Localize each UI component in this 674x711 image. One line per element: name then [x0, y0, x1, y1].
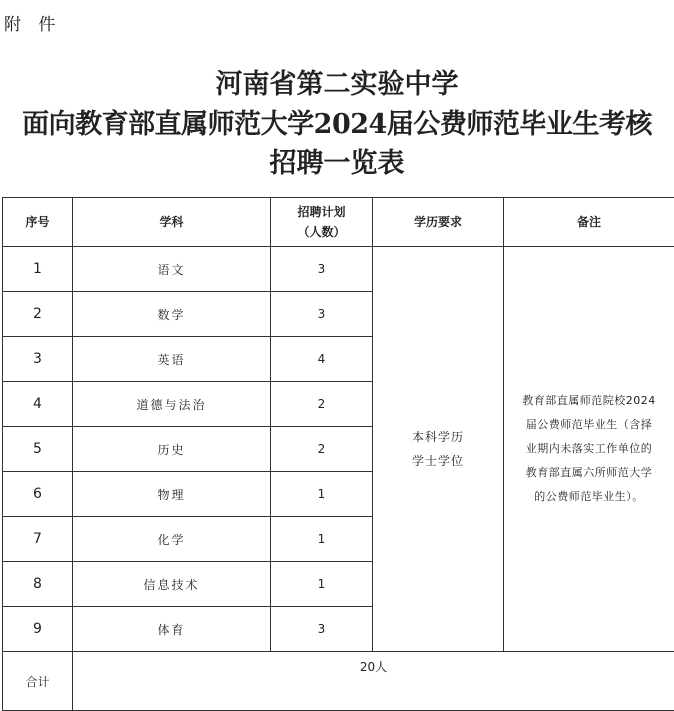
education-requirement: [373, 247, 504, 652]
row-subject: 化学: [73, 517, 271, 562]
row-index: 1: [3, 247, 73, 292]
header-plan: [271, 198, 373, 247]
row-count: 2: [271, 382, 373, 427]
row-subject: 体育: [73, 607, 271, 652]
row-index: 6: [3, 472, 73, 517]
attachment-label: 附 件: [4, 10, 61, 35]
row-index: 7: [3, 517, 73, 562]
remarks-line-5: 的公费师范毕业生）。: [510, 485, 668, 509]
row-count: 3: [271, 607, 373, 652]
header-plan-line-1: 招聘计划: [271, 202, 372, 222]
row-subject: 物理: [73, 472, 271, 517]
remarks-line-1: 教育部直属师范院校2024: [510, 389, 668, 413]
title-line-1: 河南省第二实验中学: [0, 66, 674, 104]
row-index: 4: [3, 382, 73, 427]
header-row: [3, 198, 674, 247]
recruitment-table: [2, 197, 674, 711]
row-count: 2: [271, 427, 373, 472]
total-value: 20人: [73, 652, 674, 711]
row-index: 5: [3, 427, 73, 472]
row-subject: 信息技术: [73, 562, 271, 607]
row-count: 3: [271, 247, 373, 292]
header-education: 学历要求: [373, 198, 504, 247]
remarks-line-2: 届公费师范毕业生（含择: [510, 413, 668, 437]
row-subject: 英语: [73, 337, 271, 382]
remarks-line-4: 教育部直属六所师范大学: [510, 461, 668, 485]
row-subject: 历史: [73, 427, 271, 472]
row-subject: 语文: [73, 247, 271, 292]
row-index: 2: [3, 292, 73, 337]
header-index: 序号: [3, 198, 73, 247]
row-count: 3: [271, 292, 373, 337]
row-index: 3: [3, 337, 73, 382]
table-row: [3, 247, 674, 292]
remarks-cell: [504, 247, 674, 652]
total-row: [3, 652, 674, 711]
row-count: 1: [271, 562, 373, 607]
row-subject: 道德与法治: [73, 382, 271, 427]
row-subject: 数学: [73, 292, 271, 337]
header-plan-line-2: （人数）: [271, 222, 372, 242]
row-index: 8: [3, 562, 73, 607]
row-count: 4: [271, 337, 373, 382]
title-line-3: 招聘一览表: [0, 145, 674, 183]
title-line-2: 面向教育部直属师范大学2024届公费师范毕业生考核: [0, 106, 674, 144]
total-label: 合计: [3, 652, 73, 711]
header-subject: 学科: [73, 198, 271, 247]
remarks-line-3: 业期内未落实工作单位的: [510, 437, 668, 461]
row-index: 9: [3, 607, 73, 652]
education-line-2: 学士学位: [373, 449, 503, 473]
row-count: 1: [271, 517, 373, 562]
education-line-1: 本科学历: [373, 425, 503, 449]
header-remarks: 备注: [504, 198, 674, 247]
row-count: 1: [271, 472, 373, 517]
